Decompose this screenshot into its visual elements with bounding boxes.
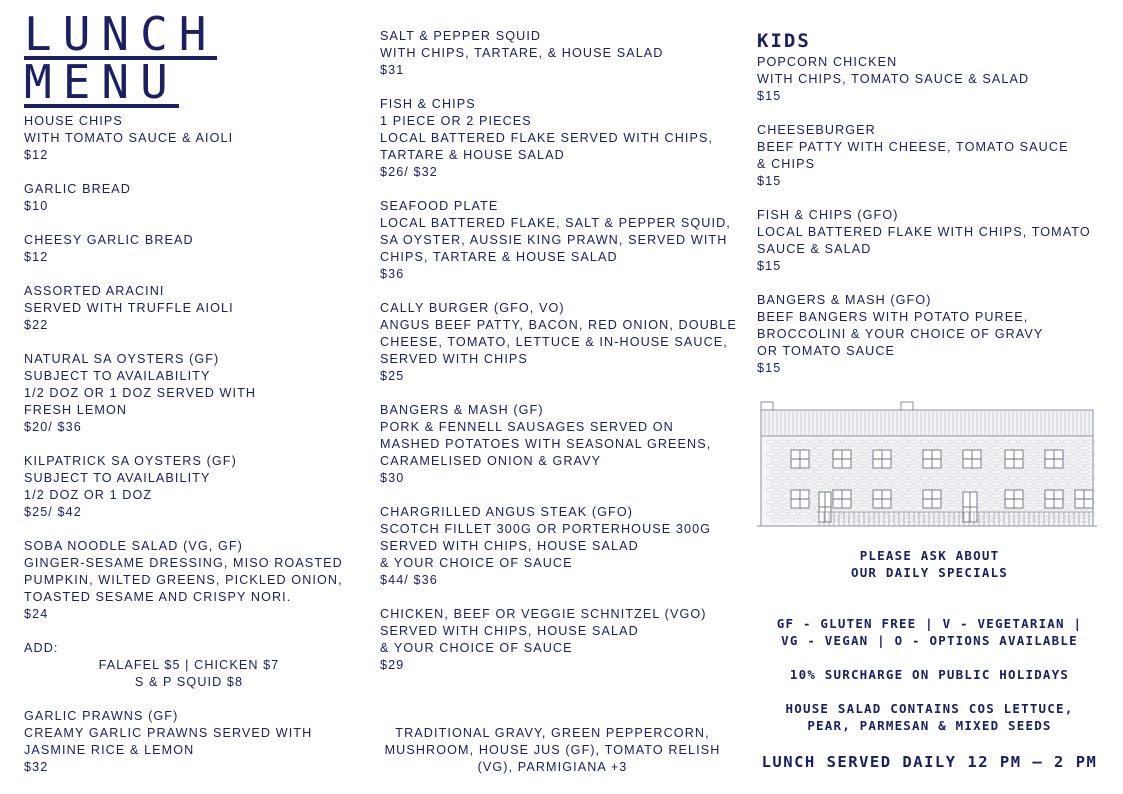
menu-item-price: $30	[380, 471, 405, 485]
menu-item-name: CHICKEN, BEEF OR VEGGIE SCHNITZEL (VGO)	[380, 607, 707, 621]
menu-item-description: SERVED WITH TRUFFLE AIOLI	[24, 301, 234, 315]
menu-item-description: PUMPKIN, WILTED GREENS, PICKLED ONION,	[24, 573, 343, 587]
menu-item-description: & YOUR CHOICE OF SAUCE	[380, 641, 573, 655]
menu-item-name: FISH & CHIPS	[380, 97, 476, 111]
menu-item-description: TOASTED SESAME AND CRISPY NORI.	[24, 590, 292, 604]
menu-item-description: CHEESE, TOMATO, LETTUCE & IN-HOUSE SAUCE,	[380, 335, 728, 349]
sauce-line: (VG), PARMIGIANA +3	[477, 760, 628, 774]
menu-item-price: $15	[757, 259, 782, 273]
menu-item-description: JASMINE RICE & LEMON	[24, 743, 195, 757]
spacer	[380, 487, 725, 504]
menu-item-description: BROCCOLINI & YOUR CHOICE OF GRAVY	[757, 327, 1044, 341]
menu-item	[380, 96, 725, 181]
sauce-line: TRADITIONAL GRAVY, GREEN PEPPERCORN,	[395, 726, 710, 740]
menu-item-description: WITH CHIPS, TOMATO SAUCE & SALAD	[757, 72, 1030, 86]
title-line-menu: MENU	[24, 55, 179, 109]
menu-item-price: $24	[24, 607, 49, 621]
menu-item-price: $12	[24, 250, 49, 264]
menu-item-description: LOCAL BATTERED FLAKE, SALT & PEPPER SQUID,	[380, 216, 731, 230]
menu-item-description: SA OYSTER, AUSSIE KING PRAWN, SERVED WITH	[380, 233, 728, 247]
menu-item-description: BEEF BANGERS WITH POTATO PUREE,	[757, 310, 1029, 324]
menu-item-description: PORK & FENNELL SAUSAGES SERVED ON	[380, 420, 674, 434]
legend-line: VG - VEGAN | O - OPTIONS AVAILABLE	[781, 633, 1078, 648]
menu-item-price: $26/ $32	[380, 165, 438, 179]
menu-list-2	[380, 28, 737, 674]
menu-item-name: FISH & CHIPS (GFO)	[757, 208, 899, 222]
spacer	[380, 181, 725, 198]
menu-item-description: & CHIPS	[757, 157, 816, 171]
menu-item-name: SOBA NOODLE SALAD (VG, GF)	[24, 539, 243, 553]
menu-item	[380, 606, 725, 674]
menu-item-name: CHARGRILLED ANGUS STEAK (GFO)	[380, 505, 634, 519]
menu-item-name: NATURAL SA OYSTERS (GF)	[24, 352, 220, 366]
spacer	[380, 283, 725, 300]
spacer	[24, 436, 354, 453]
menu-item	[380, 504, 725, 589]
menu-list-1	[24, 113, 354, 776]
add-ons-label: ADD:	[24, 641, 59, 655]
spacer	[757, 275, 1102, 292]
spacer	[24, 623, 354, 640]
menu-item-description: SCOTCH FILLET 300G OR PORTERHOUSE 300G	[380, 522, 712, 536]
menu-item-name: GARLIC PRAWNS (GF)	[24, 709, 179, 723]
add-ons-line: FALAFEL $5 | CHICKEN $7	[98, 658, 280, 672]
menu-item-name: ASSORTED ARACINI	[24, 284, 165, 298]
menu-item-price: $10	[24, 199, 49, 213]
lunch-hours: LUNCH SERVED DAILY 12 PM – 2 PM	[761, 753, 1098, 771]
specials-line: PLEASE ASK ABOUT	[859, 548, 1000, 563]
menu-item	[757, 207, 1102, 275]
spacer	[380, 79, 725, 96]
kids-menu-list	[757, 54, 1102, 377]
menu-item	[24, 181, 354, 215]
menu-item	[380, 198, 731, 283]
house-salad-note	[757, 700, 1102, 734]
menu-item-name: SALT & PEPPER SQUID	[380, 29, 542, 43]
menu-item-price: $25	[380, 369, 405, 383]
salad-line: PEAR, PARMESAN & MIXED SEEDS	[807, 718, 1052, 733]
add-ons-line: S & P SQUID $8	[134, 675, 244, 689]
menu-item-description: FRESH LEMON	[24, 403, 128, 417]
menu-item	[380, 300, 737, 385]
menu-item-price: $32	[24, 760, 49, 774]
sauce-options	[380, 725, 725, 776]
menu-item-name: HOUSE CHIPS	[24, 114, 123, 128]
menu-item-description: CHIPS, TARTARE & HOUSE SALAD	[380, 250, 618, 264]
menu-item-description: 1/2 DOZ OR 1 DOZ SERVED WITH	[24, 386, 257, 400]
spacer	[380, 589, 725, 606]
menu-item-description: SUBJECT TO AVAILABILITY	[24, 369, 211, 383]
menu-item	[757, 292, 1102, 377]
menu-item-description: WITH CHIPS, TARTARE, & HOUSE SALAD	[380, 46, 664, 60]
menu-item-price: $20/ $36	[24, 420, 82, 434]
menu-item-name: CALLY BURGER (GFO, VO)	[380, 301, 565, 315]
menu-item	[757, 122, 1102, 190]
salad-line: HOUSE SALAD CONTAINS COS LETTUCE,	[785, 701, 1074, 716]
menu-item-price: $12	[24, 148, 49, 162]
menu-item-description: BEEF PATTY WITH CHEESE, TOMATO SAUCE	[757, 140, 1069, 154]
menu-item-description: MASHED POTATOES WITH SEASONAL GREENS,	[380, 437, 712, 451]
menu-item-description: & YOUR CHOICE OF SAUCE	[380, 556, 573, 570]
menu-item-name: SEAFOOD PLATE	[380, 199, 499, 213]
menu-item-name: BANGERS & MASH (GF)	[380, 403, 544, 417]
menu-item	[24, 283, 354, 334]
menu-item-price: $15	[757, 174, 782, 188]
menu-item-price: $15	[757, 361, 782, 375]
menu-item-name: CHEESEBURGER	[757, 123, 876, 137]
legend-line: GF - GLUTEN FREE | V - VEGETARIAN |	[776, 616, 1083, 631]
menu-item-description: CREAMY GARLIC PRAWNS SERVED WITH	[24, 726, 313, 740]
menu-item-price: $44/ $36	[380, 573, 438, 587]
menu-item-price: $29	[380, 658, 405, 672]
menu-title	[24, 7, 218, 109]
spacer	[24, 164, 354, 181]
spacer	[24, 691, 354, 708]
menu-item-description: CARAMELISED ONION & GRAVY	[380, 454, 602, 468]
menu-item-description: TARTARE & HOUSE SALAD	[380, 148, 565, 162]
spacer	[24, 521, 354, 538]
menu-item	[24, 708, 354, 776]
menu-item	[380, 402, 725, 487]
menu-item-description: SERVED WITH CHIPS, HOUSE SALAD	[380, 624, 639, 638]
menu-item-description: SERVED WITH CHIPS, HOUSE SALAD	[380, 539, 639, 553]
spacer	[24, 266, 354, 283]
spacer	[24, 334, 354, 351]
menu-item-description: OR TOMATO SAUCE	[757, 344, 896, 358]
menu-item-description: LOCAL BATTERED FLAKE SERVED WITH CHIPS,	[380, 131, 714, 145]
title-line-lunch: LUNCH	[24, 7, 218, 61]
menu-item-description: LOCAL BATTERED FLAKE WITH CHIPS, TOMATO	[757, 225, 1091, 239]
menu-item-name: GARLIC BREAD	[24, 182, 131, 196]
menu-item-name: KILPATRICK SA OYSTERS (GF)	[24, 454, 237, 468]
spacer	[380, 385, 725, 402]
menu-item-description: SUBJECT TO AVAILABILITY	[24, 471, 211, 485]
specials-note	[757, 547, 1102, 581]
kids-heading: KIDS	[757, 30, 811, 52]
menu-item-name: POPCORN CHICKEN	[757, 55, 898, 69]
spacer	[24, 215, 354, 232]
spacer	[757, 190, 1102, 207]
spacer	[757, 105, 1102, 122]
menu-item	[24, 351, 354, 436]
menu-item-description: SAUCE & SALAD	[757, 242, 872, 256]
menu-item	[24, 113, 354, 164]
menu-item-description: SERVED WITH CHIPS	[380, 352, 528, 366]
menu-item	[24, 232, 354, 266]
menu-item-description: GINGER-SESAME DRESSING, MISO ROASTED	[24, 556, 343, 570]
menu-item-name: BANGERS & MASH (GFO)	[757, 293, 932, 307]
menu-item-price: $31	[380, 63, 405, 77]
menu-item	[757, 54, 1102, 105]
menu-item	[24, 453, 354, 521]
sauce-line: MUSHROOM, HOUSE JUS (GF), TOMATO RELISH	[384, 743, 721, 757]
surcharge-note: 10% SURCHARGE ON PUBLIC HOLIDAYS	[789, 667, 1070, 682]
menu-item-price: $22	[24, 318, 49, 332]
menu-item-price: $36	[380, 267, 405, 281]
menu-item-description: ANGUS BEEF PATTY, BACON, RED ONION, DOUBLE	[380, 318, 737, 332]
menu-item-name: CHEESY GARLIC BREAD	[24, 233, 194, 247]
menu-item	[24, 538, 354, 623]
menu-item-description: WITH TOMATO SAUCE & AIOLI	[24, 131, 234, 145]
menu-item	[380, 28, 725, 79]
dietary-legend	[757, 615, 1102, 649]
menu-item-description: 1/2 DOZ OR 1 DOZ	[24, 488, 153, 502]
menu-item-price: $15	[757, 89, 782, 103]
menu-item-price: $25/ $42	[24, 505, 82, 519]
building-illustration	[757, 400, 1097, 532]
specials-line: OUR DAILY SPECIALS	[850, 565, 1009, 580]
menu-item-description: 1 PIECE OR 2 PIECES	[380, 114, 532, 128]
